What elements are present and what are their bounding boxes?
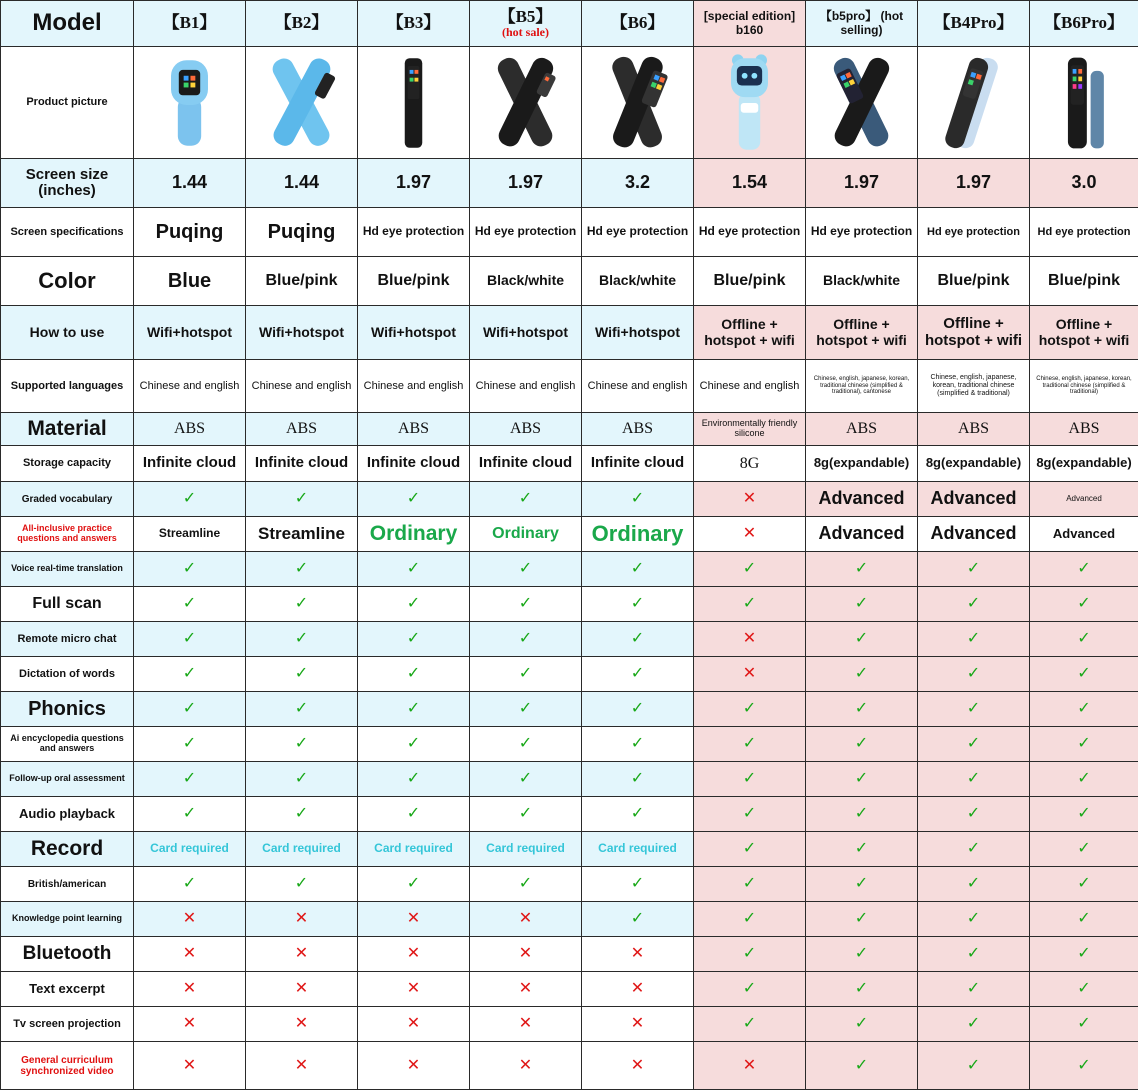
check-icon: ✓ xyxy=(358,622,470,657)
label-follow-up: Follow-up oral assessment xyxy=(1,762,134,797)
row-remote-chat xyxy=(1,622,1138,657)
check-icon: ✓ xyxy=(1030,1007,1138,1042)
pen-device-b4pro-icon xyxy=(920,49,1027,157)
color-b160: Blue/pink xyxy=(694,257,806,306)
check-icon: ✓ xyxy=(694,867,806,902)
check-icon: ✓ xyxy=(358,552,470,587)
row-text-excerpt xyxy=(1,972,1138,1007)
pic-b3 xyxy=(358,47,470,159)
model-b2: 【B2】 xyxy=(246,1,358,47)
check-icon: ✓ xyxy=(918,937,1030,972)
label-knowledge-point: Knowledge point learning xyxy=(1,902,134,937)
label-record: Record xyxy=(1,832,134,867)
check-icon: ✓ xyxy=(358,657,470,692)
check-icon: ✓ xyxy=(246,867,358,902)
row-british-american xyxy=(1,867,1138,902)
practice-b4pro: Advanced xyxy=(918,517,1030,552)
check-icon: ✓ xyxy=(1030,832,1138,867)
practice-b3: Ordinary xyxy=(358,517,470,552)
check-icon: ✓ xyxy=(806,867,918,902)
check-icon: ✓ xyxy=(470,762,582,797)
color-b4pro: Blue/pink xyxy=(918,257,1030,306)
check-icon: ✓ xyxy=(1030,867,1138,902)
screen-size-b6: 3.2 xyxy=(582,159,694,208)
label-ai-encyclopedia: Ai encyclopedia questions and answers xyxy=(1,727,134,762)
check-icon: ✓ xyxy=(806,657,918,692)
cross-icon: ✕ xyxy=(470,1007,582,1042)
row-screen-spec xyxy=(1,208,1138,257)
practice-b5pro: Advanced xyxy=(806,517,918,552)
screen-size-b6pro: 3.0 xyxy=(1030,159,1138,208)
check-icon: ✓ xyxy=(134,797,246,832)
storage-b6pro: 8g(expandable) xyxy=(1030,446,1138,482)
material-b3: ABS xyxy=(358,413,470,446)
cross-icon: ✕ xyxy=(358,972,470,1007)
languages-b5pro: Chinese, english, japanese, korean, traditional chinese (simplified & traditional), cantonese xyxy=(806,360,918,413)
card-required-note: Card required xyxy=(470,832,582,867)
cross-icon: ✕ xyxy=(694,1042,806,1090)
how-to-use-b6pro: Offline + hotspot + wifi xyxy=(1030,306,1138,360)
pic-b5 xyxy=(470,47,582,159)
screen-spec-b1: Puqing xyxy=(134,208,246,257)
check-icon: ✓ xyxy=(1030,692,1138,727)
check-icon: ✓ xyxy=(918,587,1030,622)
check-icon: ✓ xyxy=(694,587,806,622)
material-b160: Environmentally friendly silicone xyxy=(694,413,806,446)
check-icon: ✓ xyxy=(1030,972,1138,1007)
storage-b2: Infinite cloud xyxy=(246,446,358,482)
check-icon: ✓ xyxy=(806,1007,918,1042)
cross-icon: ✕ xyxy=(694,622,806,657)
check-icon: ✓ xyxy=(246,692,358,727)
color-b6: Black/white xyxy=(582,257,694,306)
label-color: Color xyxy=(1,257,134,306)
cross-icon: ✕ xyxy=(134,972,246,1007)
check-icon: ✓ xyxy=(582,482,694,517)
how-to-use-b2: Wifi+hotspot xyxy=(246,306,358,360)
how-to-use-b5: Wifi+hotspot xyxy=(470,306,582,360)
check-icon: ✓ xyxy=(806,587,918,622)
model-b5pro: 【b5pro】 (hot selling) xyxy=(806,1,918,47)
label-british-american: British/american xyxy=(1,867,134,902)
cross-icon: ✕ xyxy=(694,482,806,517)
check-icon: ✓ xyxy=(806,972,918,1007)
model-b160: [special edition] b160 xyxy=(694,1,806,47)
row-audio-playback xyxy=(1,797,1138,832)
row-practice xyxy=(1,517,1138,552)
cross-icon: ✕ xyxy=(134,1007,246,1042)
check-icon: ✓ xyxy=(134,552,246,587)
row-material xyxy=(1,413,1138,446)
check-icon: ✓ xyxy=(694,832,806,867)
check-icon: ✓ xyxy=(806,797,918,832)
check-icon: ✓ xyxy=(694,902,806,937)
practice-b1: Streamline xyxy=(134,517,246,552)
cross-icon: ✕ xyxy=(470,972,582,1007)
pic-b6pro xyxy=(1030,47,1138,159)
check-icon: ✓ xyxy=(918,1042,1030,1090)
check-icon: ✓ xyxy=(358,587,470,622)
label-full-scan: Full scan xyxy=(1,587,134,622)
check-icon: ✓ xyxy=(694,762,806,797)
check-icon: ✓ xyxy=(358,482,470,517)
row-voice-translation xyxy=(1,552,1138,587)
card-required-note: Card required xyxy=(358,832,470,867)
model-b5-name: 【B5】 xyxy=(499,7,553,26)
cross-icon: ✕ xyxy=(694,517,806,552)
how-to-use-b3: Wifi+hotspot xyxy=(358,306,470,360)
check-icon: ✓ xyxy=(1030,762,1138,797)
model-b1: 【B1】 xyxy=(134,1,246,47)
check-icon: ✓ xyxy=(806,1042,918,1090)
cross-icon: ✕ xyxy=(246,937,358,972)
label-languages: Supported languages xyxy=(1,360,134,413)
check-icon: ✓ xyxy=(806,727,918,762)
color-b5pro: Black/white xyxy=(806,257,918,306)
check-icon: ✓ xyxy=(134,727,246,762)
check-icon: ✓ xyxy=(358,797,470,832)
check-icon: ✓ xyxy=(582,902,694,937)
storage-b3: Infinite cloud xyxy=(358,446,470,482)
cross-icon: ✕ xyxy=(694,657,806,692)
color-b1: Blue xyxy=(134,257,246,306)
pic-b4pro xyxy=(918,47,1030,159)
material-b6pro: ABS xyxy=(1030,413,1138,446)
check-icon: ✓ xyxy=(918,832,1030,867)
card-required-note: Card required xyxy=(582,832,694,867)
screen-size-b1: 1.44 xyxy=(134,159,246,208)
cross-icon: ✕ xyxy=(134,902,246,937)
label-curriculum-video: General curriculum synchronized video xyxy=(1,1042,134,1090)
check-icon: ✓ xyxy=(582,587,694,622)
cross-icon: ✕ xyxy=(582,1007,694,1042)
storage-b4pro: 8g(expandable) xyxy=(918,446,1030,482)
check-icon: ✓ xyxy=(1030,902,1138,937)
how-to-use-b6: Wifi+hotspot xyxy=(582,306,694,360)
label-bluetooth: Bluetooth xyxy=(1,937,134,972)
label-audio-playback: Audio playback xyxy=(1,797,134,832)
material-b2: ABS xyxy=(246,413,358,446)
pen-device-b5-icon xyxy=(472,49,579,157)
pic-b6 xyxy=(582,47,694,159)
check-icon: ✓ xyxy=(246,762,358,797)
check-icon: ✓ xyxy=(1030,552,1138,587)
check-icon: ✓ xyxy=(1030,727,1138,762)
card-required-note: Card required xyxy=(246,832,358,867)
row-phonics xyxy=(1,692,1138,727)
cross-icon: ✕ xyxy=(246,902,358,937)
cross-icon: ✕ xyxy=(470,902,582,937)
check-icon: ✓ xyxy=(134,867,246,902)
check-icon: ✓ xyxy=(806,762,918,797)
check-icon: ✓ xyxy=(806,552,918,587)
model-b3: 【B3】 xyxy=(358,1,470,47)
how-to-use-b5pro: Offline + hotspot + wifi xyxy=(806,306,918,360)
check-icon: ✓ xyxy=(918,552,1030,587)
pen-device-b2-icon xyxy=(248,49,355,157)
check-icon: ✓ xyxy=(694,797,806,832)
color-b3: Blue/pink xyxy=(358,257,470,306)
check-icon: ✓ xyxy=(358,762,470,797)
row-tv-projection xyxy=(1,1007,1138,1042)
material-b5: ABS xyxy=(470,413,582,446)
check-icon: ✓ xyxy=(694,972,806,1007)
check-icon: ✓ xyxy=(806,902,918,937)
check-icon: ✓ xyxy=(246,622,358,657)
check-icon: ✓ xyxy=(582,727,694,762)
storage-b5pro: 8g(expandable) xyxy=(806,446,918,482)
screen-spec-b4pro: Hd eye protection xyxy=(918,208,1030,257)
practice-b6pro: Advanced xyxy=(1030,517,1138,552)
check-icon: ✓ xyxy=(470,692,582,727)
check-icon: ✓ xyxy=(806,622,918,657)
check-icon: ✓ xyxy=(1030,657,1138,692)
check-icon: ✓ xyxy=(470,587,582,622)
check-icon: ✓ xyxy=(918,972,1030,1007)
check-icon: ✓ xyxy=(470,657,582,692)
check-icon: ✓ xyxy=(246,482,358,517)
row-knowledge-point xyxy=(1,902,1138,937)
check-icon: ✓ xyxy=(694,937,806,972)
label-material: Material xyxy=(1,413,134,446)
check-icon: ✓ xyxy=(246,727,358,762)
color-b2: Blue/pink xyxy=(246,257,358,306)
cross-icon: ✕ xyxy=(470,937,582,972)
pen-device-b160-icon xyxy=(696,49,803,157)
check-icon: ✓ xyxy=(470,482,582,517)
row-bluetooth xyxy=(1,937,1138,972)
cross-icon: ✕ xyxy=(358,902,470,937)
pen-device-b6-icon xyxy=(584,49,691,157)
model-b6pro: 【B6Pro】 xyxy=(1030,1,1138,47)
material-b1: ABS xyxy=(134,413,246,446)
check-icon: ✓ xyxy=(582,622,694,657)
storage-b160: 8G xyxy=(694,446,806,482)
check-icon: ✓ xyxy=(694,727,806,762)
screen-spec-b160: Hd eye protection xyxy=(694,208,806,257)
material-b5pro: ABS xyxy=(806,413,918,446)
label-how-to-use: How to use xyxy=(1,306,134,360)
label-remote-chat: Remote micro chat xyxy=(1,622,134,657)
check-icon: ✓ xyxy=(358,867,470,902)
screen-spec-b3: Hd eye protection xyxy=(358,208,470,257)
languages-b5: Chinese and english xyxy=(470,360,582,413)
label-product-picture: Product picture xyxy=(1,47,134,159)
check-icon: ✓ xyxy=(918,622,1030,657)
cross-icon: ✕ xyxy=(582,1042,694,1090)
card-required-note: Card required xyxy=(134,832,246,867)
check-icon: ✓ xyxy=(470,797,582,832)
storage-b6: Infinite cloud xyxy=(582,446,694,482)
pen-device-b1-icon xyxy=(136,49,243,157)
row-screen-size xyxy=(1,159,1138,208)
graded-vocab-b5pro: Advanced xyxy=(806,482,918,517)
check-icon: ✓ xyxy=(1030,622,1138,657)
practice-b6: Ordinary xyxy=(582,517,694,552)
row-follow-up xyxy=(1,762,1138,797)
check-icon: ✓ xyxy=(806,832,918,867)
cross-icon: ✕ xyxy=(358,1042,470,1090)
row-color xyxy=(1,257,1138,306)
check-icon: ✓ xyxy=(1030,937,1138,972)
check-icon: ✓ xyxy=(694,552,806,587)
check-icon: ✓ xyxy=(134,622,246,657)
label-phonics: Phonics xyxy=(1,692,134,727)
check-icon: ✓ xyxy=(470,552,582,587)
storage-b1: Infinite cloud xyxy=(134,446,246,482)
screen-size-b160: 1.54 xyxy=(694,159,806,208)
check-icon: ✓ xyxy=(582,657,694,692)
check-icon: ✓ xyxy=(246,587,358,622)
screen-size-b2: 1.44 xyxy=(246,159,358,208)
check-icon: ✓ xyxy=(918,657,1030,692)
feature-rows xyxy=(1,552,1138,1090)
row-product-picture xyxy=(1,47,1138,159)
label-dictation: Dictation of words xyxy=(1,657,134,692)
color-b6pro: Blue/pink xyxy=(1030,257,1138,306)
practice-b2: Streamline xyxy=(246,517,358,552)
check-icon: ✓ xyxy=(918,1007,1030,1042)
pic-b160 xyxy=(694,47,806,159)
graded-vocab-b4pro: Advanced xyxy=(918,482,1030,517)
languages-b2: Chinese and english xyxy=(246,360,358,413)
screen-spec-b6: Hd eye protection xyxy=(582,208,694,257)
languages-b4pro: Chinese, english, japanese, korean, traditional chinese (simplified & traditional) xyxy=(918,360,1030,413)
pen-device-b5pro-icon xyxy=(808,49,915,157)
label-text-excerpt: Text excerpt xyxy=(1,972,134,1007)
screen-size-b5: 1.97 xyxy=(470,159,582,208)
screen-spec-b2: Puqing xyxy=(246,208,358,257)
label-graded-vocab: Graded vocabulary xyxy=(1,482,134,517)
screen-size-b5pro: 1.97 xyxy=(806,159,918,208)
cross-icon: ✕ xyxy=(134,937,246,972)
row-graded-vocab xyxy=(1,482,1138,517)
cross-icon: ✕ xyxy=(582,972,694,1007)
check-icon: ✓ xyxy=(134,657,246,692)
check-icon: ✓ xyxy=(918,902,1030,937)
check-icon: ✓ xyxy=(582,867,694,902)
pic-b2 xyxy=(246,47,358,159)
check-icon: ✓ xyxy=(246,797,358,832)
check-icon: ✓ xyxy=(358,727,470,762)
row-dictation xyxy=(1,657,1138,692)
how-to-use-b4pro: Offline + hotspot + wifi xyxy=(918,306,1030,360)
check-icon: ✓ xyxy=(918,797,1030,832)
check-icon: ✓ xyxy=(694,692,806,727)
label-model: Model xyxy=(1,1,134,47)
check-icon: ✓ xyxy=(694,1007,806,1042)
cross-icon: ✕ xyxy=(582,937,694,972)
check-icon: ✓ xyxy=(918,727,1030,762)
check-icon: ✓ xyxy=(134,762,246,797)
row-how-to-use xyxy=(1,306,1138,360)
model-b5 xyxy=(470,1,582,47)
check-icon: ✓ xyxy=(918,762,1030,797)
languages-b3: Chinese and english xyxy=(358,360,470,413)
practice-b5: Ordinary xyxy=(470,517,582,552)
screen-spec-b5: Hd eye protection xyxy=(470,208,582,257)
languages-b6pro: Chinese, english, japanese, korean, traditional chinese (simplified & traditional) xyxy=(1030,360,1138,413)
row-curriculum-video xyxy=(1,1042,1138,1090)
model-b6: 【B6】 xyxy=(582,1,694,47)
row-model xyxy=(1,1,1138,47)
model-b4pro: 【B4Pro】 xyxy=(918,1,1030,47)
screen-spec-b6pro: Hd eye protection xyxy=(1030,208,1138,257)
cross-icon: ✕ xyxy=(246,1042,358,1090)
row-full-scan xyxy=(1,587,1138,622)
label-voice-translation: Voice real-time translation xyxy=(1,552,134,587)
check-icon: ✓ xyxy=(582,552,694,587)
label-storage: Storage capacity xyxy=(1,446,134,482)
row-record xyxy=(1,832,1138,867)
hot-sale-badge: (hot sale) xyxy=(472,26,579,39)
check-icon: ✓ xyxy=(246,657,358,692)
check-icon: ✓ xyxy=(1030,797,1138,832)
cross-icon: ✕ xyxy=(134,1042,246,1090)
color-b5: Black/white xyxy=(470,257,582,306)
graded-vocab-b6pro: Advanced xyxy=(1030,482,1138,517)
check-icon: ✓ xyxy=(470,622,582,657)
label-practice: All-inclusive practice questions and answers xyxy=(1,517,134,552)
check-icon: ✓ xyxy=(134,692,246,727)
check-icon: ✓ xyxy=(806,937,918,972)
languages-b1: Chinese and english xyxy=(134,360,246,413)
row-storage xyxy=(1,446,1138,482)
check-icon: ✓ xyxy=(358,692,470,727)
cross-icon: ✕ xyxy=(246,1007,358,1042)
check-icon: ✓ xyxy=(134,587,246,622)
cross-icon: ✕ xyxy=(358,937,470,972)
screen-size-b3: 1.97 xyxy=(358,159,470,208)
label-tv-projection: Tv screen projection xyxy=(1,1007,134,1042)
pic-b5pro xyxy=(806,47,918,159)
cross-icon: ✕ xyxy=(470,1042,582,1090)
check-icon: ✓ xyxy=(1030,587,1138,622)
check-icon: ✓ xyxy=(918,692,1030,727)
check-icon: ✓ xyxy=(806,692,918,727)
languages-b6: Chinese and english xyxy=(582,360,694,413)
pen-device-b6pro-icon xyxy=(1032,49,1136,157)
check-icon: ✓ xyxy=(470,867,582,902)
languages-b160: Chinese and english xyxy=(694,360,806,413)
pic-b1 xyxy=(134,47,246,159)
material-b4pro: ABS xyxy=(918,413,1030,446)
check-icon: ✓ xyxy=(582,692,694,727)
label-screen-size: Screen size (inches) xyxy=(1,159,134,208)
check-icon: ✓ xyxy=(246,552,358,587)
check-icon: ✓ xyxy=(582,797,694,832)
check-icon: ✓ xyxy=(470,727,582,762)
label-screen-spec: Screen specifications xyxy=(1,208,134,257)
material-b6: ABS xyxy=(582,413,694,446)
check-icon: ✓ xyxy=(134,482,246,517)
cross-icon: ✕ xyxy=(358,1007,470,1042)
check-icon: ✓ xyxy=(582,762,694,797)
storage-b5: Infinite cloud xyxy=(470,446,582,482)
how-to-use-b1: Wifi+hotspot xyxy=(134,306,246,360)
screen-size-b4pro: 1.97 xyxy=(918,159,1030,208)
check-icon: ✓ xyxy=(918,867,1030,902)
pen-device-b3-icon xyxy=(360,49,467,157)
screen-spec-b5pro: Hd eye protection xyxy=(806,208,918,257)
check-icon: ✓ xyxy=(1030,1042,1138,1090)
row-ai-encyclopedia xyxy=(1,727,1138,762)
cross-icon: ✕ xyxy=(246,972,358,1007)
row-languages xyxy=(1,360,1138,413)
how-to-use-b160: Offline + hotspot + wifi xyxy=(694,306,806,360)
